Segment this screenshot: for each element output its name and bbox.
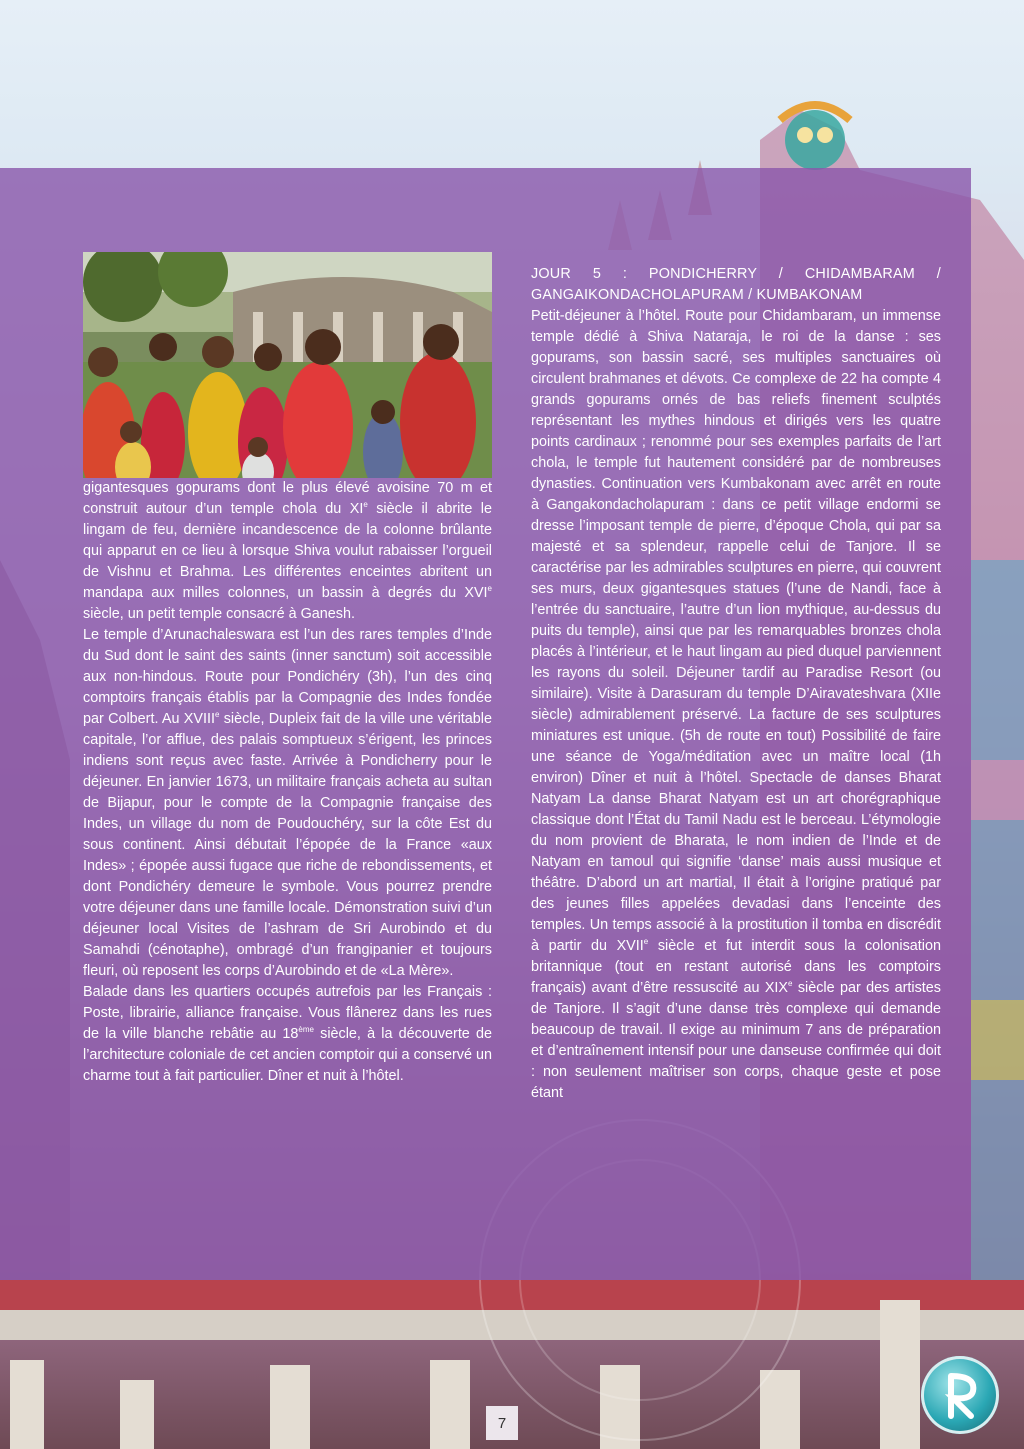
circular-r-logo-icon xyxy=(921,1356,999,1434)
left-paragraph-1: gigantesques gopurams dont le plus élevé avoisine 70 m et construit autour d’un temple chola du XIe siècle il abrite le lingam de feu, dernière incandescence de la colonne brûlante qui apparut en ce lieu à lorsque Shiva voulut rabaisser l’orgueil de Vishnu et Brahma. Les différentes enceintes abritent un mandapa aux milles colonnes, un bassin à degrés du XVIe siècle, un petit temple consacré à Ganesh. xyxy=(83,480,492,622)
right-column xyxy=(531,264,941,1104)
left-paragraph-2: Le temple d’Arunachaleswara est l’un des rares temples d’Inde du Sud dont le saint des saints (inner sanctum) soit accessible aux non-hindous. Route pour Pondichéry (3h), l’un des cinq comptoirs français établis par la Compagnie des Indes fondée par Colbert. Au XVIIIe siècle, Dupleix fait de la ville une véritable capitale, l’or afflue, des palais somptueux s’érigent, les princes indiens sont reçus avec faste. Arrivée à Pondicherry pour le déjeuner. En janvier 1673, un militaire français acheta au sultan de Bijapur, pour le compte de la Compagnie française des Indes, un village du nom de Poudouchéry, sur la côte Est du sous continent. Ainsi débutait l’épopée de la France «aux Indes» ; épopée aussi fugace que riche de rebondissements, et dont Pondichéry demeure le symbole. Vous pourrez prendre votre déjeuner dans une famille locale. Démonstration suivi d’un déjeuner local Visites de l’ashram de Sri Aurobindo et du Samahdi (cénotaphe), ombragé d’un frangipanier et toujours fleuri, où reposent les corps d’Aurobindo et de «La Mère». xyxy=(83,627,492,979)
photo-women-in-saris xyxy=(83,252,492,478)
photo-women-in-saris-at-temple-icon xyxy=(83,252,492,478)
right-paragraph: Petit-déjeuner à l’hôtel. Route pour Chidambaram, un immense temple dédié à Shiva Nataraja, le roi de la danse : ses gopurams, son bassin sacré, ses multiples sanctuaires où circulent brahmanes et dévots. Ce complexe de 22 ha compte 4 grands gopurams ornés de bas reliefs finement sculptés représentant les mythes hindous et dirigés vers les quatre points cardinaux ; renommé pour ses exemples parfaits de l’art chola, le temple fut hautement considéré par de nombreuses dynasties. Continuation vers Kumbakonam avec arrêt en route à Gangakondacholapuram : dans ce petit village endormi se dresse l’imposant temple de pierre, d’époque Chola, qui par sa majesté et sa splendeur, rappelle celui de Tanjore. Il se caractérise par les admirables sculptures en pierre, qui couvrent ses murs, deux gigantesques statues (l’une de Nandi, face à l’entrée du sanctuaire, l’autre d’un lion mythique, au-dessus du puits du temple), ainsi que par les remarquables bronzes chola placés à l’intérieur, et le haut lingam au pied duquel parviennent les rayons du soleil. Déjeuner tardif au Paradise Resort (ou similaire). Visite à Darasuram du temple D’Airavateshvara (XIIe siècle) admirablement préservé. La facture de ses sculptures miniatures est unique. (5h de route en tout) Possibilité de faire une séance de Yoga/méditation avec un maître local (1h environ) Dîner et nuit à l’hôtel. Spectacle de danses Bharat Natyam La danse Bharat Natyam est un art chorégraphique classique dont l’État du Tamil Nadu est le berceau. L’étymologie du nom provient de Bharata, le nom indien de l’Inde et de Natyam en tamoul qui signifie ‘danse’ mais aussi musique et théâtre. D’abord un art martial, Il était à l’origine pratiqué par des jeunes filles appelées devadasi dans l’enceinte des temples. Un temps associé à la prostitution il tomba en discrédit à partir du XVIIe siècle et fut interdit sous la colonisation britannique (tout en restant autorisé dans les comptoirs français) avant d’être ressuscité au XIXe siècle par des artistes de Tanjore. Il s’agit d’une danse très complexe qui demande beaucoup de travail. Il exige au minimum 7 ans de préparation et d’entraînement intensif pour une danseuse confirmée qui doit : non seulement maîtriser son corps, chaque geste et pose étant xyxy=(531,308,941,1101)
left-column xyxy=(83,478,492,1087)
page-number: 7 xyxy=(486,1406,518,1440)
left-paragraph-3: Balade dans les quartiers occupés autrefois par les Français : Poste, librairie, alliance française. Vous flânerez dans les rues de la ville blanche rebâtie au 18ème siècle, à la découverte de l’architecture coloniale de cet ancien comptoir qui a conservé un charme tout à fait particulier. Dîner et nuit à l’hôtel. xyxy=(83,984,492,1084)
day-heading: JOUR 5 : PONDICHERRY / CHIDAMBARAM / GANGAIKONDACHOLAPURAM / KUMBAKONAM xyxy=(531,266,941,303)
